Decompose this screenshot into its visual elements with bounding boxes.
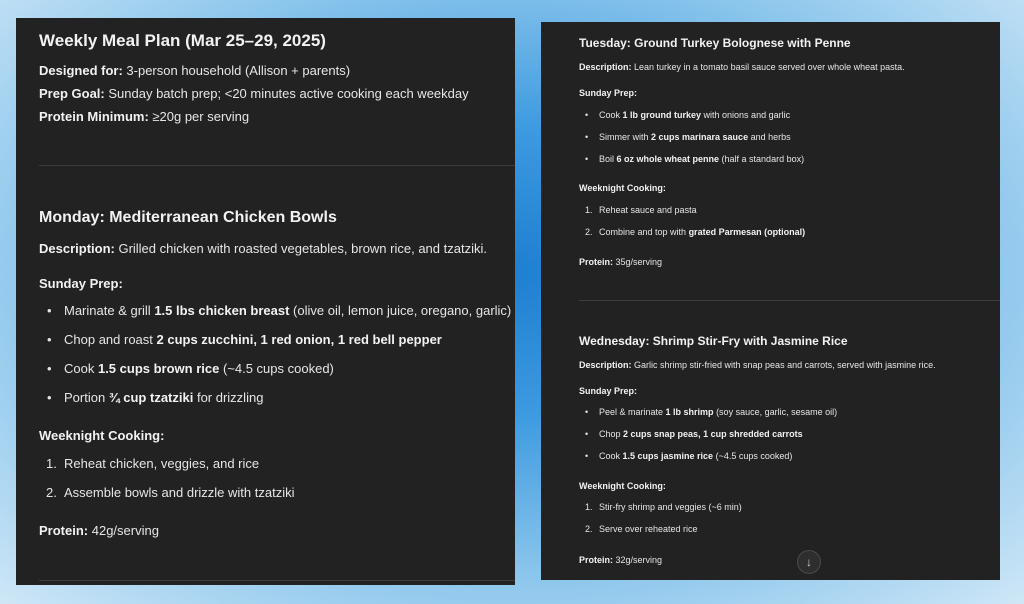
list-item: • Peel & marinate 1 lb shrimp (soy sauce, garlic, sesame oil) [599,407,837,417]
section-divider [579,300,1000,301]
list-item: • Chop 2 cups snap peas, 1 cup shredded carrots [599,429,803,439]
list-item: • Chop and roast 2 cups zucchini, 1 red onion, 1 red bell pepper [64,332,442,347]
list-item: 2. Combine and top with grated Parmesan (optional) [585,227,806,237]
tuesday-description: Description: Lean turkey in a tomato basil sauce served over whole wheat pasta. [579,62,905,72]
list-item: • Cook 1.5 cups brown rice (~4.5 cups cooked) [64,361,334,376]
list-item: • Cook 1 lb ground turkey with onions and garlic [599,110,790,120]
list-item: • Boil 6 oz whole wheat penne (half a standard box) [599,154,804,164]
meta-prep-goal: Prep Goal: Sunday batch prep; <20 minutes active cooking each weekday [39,86,469,101]
scroll-down-button[interactable] [797,550,821,574]
tuesday-title: Tuesday: Ground Turkey Bolognese with Penne [579,36,851,50]
wednesday-description: Description: Garlic shrimp stir-fried with snap peas and carrots, served with jasmine rice. [579,360,936,370]
list-item: • Simmer with 2 cups marinara sauce and herbs [599,132,791,142]
tuesday-weeknight-heading: Weeknight Cooking: [579,183,666,193]
tuesday-sunday-prep-heading: Sunday Prep: [579,88,638,98]
section-divider [39,165,515,166]
left-document-panel [16,18,515,585]
wednesday-protein: Protein: 32g/serving [579,555,663,565]
section-divider [39,580,515,581]
list-item: • Cook 1.5 cups jasmine rice (~4.5 cups cooked) [599,451,792,461]
monday-title: Monday: Mediterranean Chicken Bowls [39,209,337,226]
monday-sunday-prep-heading: Sunday Prep: [39,276,123,291]
monday-protein: Protein: 42g/serving [39,523,159,538]
list-item: 1. Reheat chicken, veggies, and rice [46,456,260,471]
list-item: • Portion ¾ cup tzatziki for drizzling [64,390,263,405]
list-item: 1. Stir-fry shrimp and veggies (~6 min) [585,502,742,512]
right-document-panel [541,22,1000,580]
wednesday-sunday-prep-heading: Sunday Prep: [579,386,638,396]
list-item: 2. Serve over reheated rice [585,524,698,534]
monday-description: Description: Grilled chicken with roasted vegetables, brown rice, and tzatziki. [39,241,487,256]
meta-designed-for: Designed for: 3-person household (Allison + parents) [39,63,351,78]
arrow-down-icon: ↓ [806,555,812,569]
monday-weeknight-heading: Weeknight Cooking: [39,428,165,443]
list-item: • Marinate & grill 1.5 lbs chicken breast (olive oil, lemon juice, oregano, garlic) [64,303,511,318]
meta-protein-minimum: Protein Minimum: ≥20g per serving [39,109,250,124]
wednesday-title: Wednesday: Shrimp Stir-Fry with Jasmine Rice [579,334,848,348]
plan-title: Weekly Meal Plan (Mar 25–29, 2025) [39,31,326,50]
list-item: 1. Reheat sauce and pasta [585,205,697,215]
wednesday-weeknight-heading: Weeknight Cooking: [579,481,666,491]
tuesday-protein: Protein: 35g/serving [579,257,663,267]
list-item: 2. Assemble bowls and drizzle with tzatziki [46,485,295,500]
